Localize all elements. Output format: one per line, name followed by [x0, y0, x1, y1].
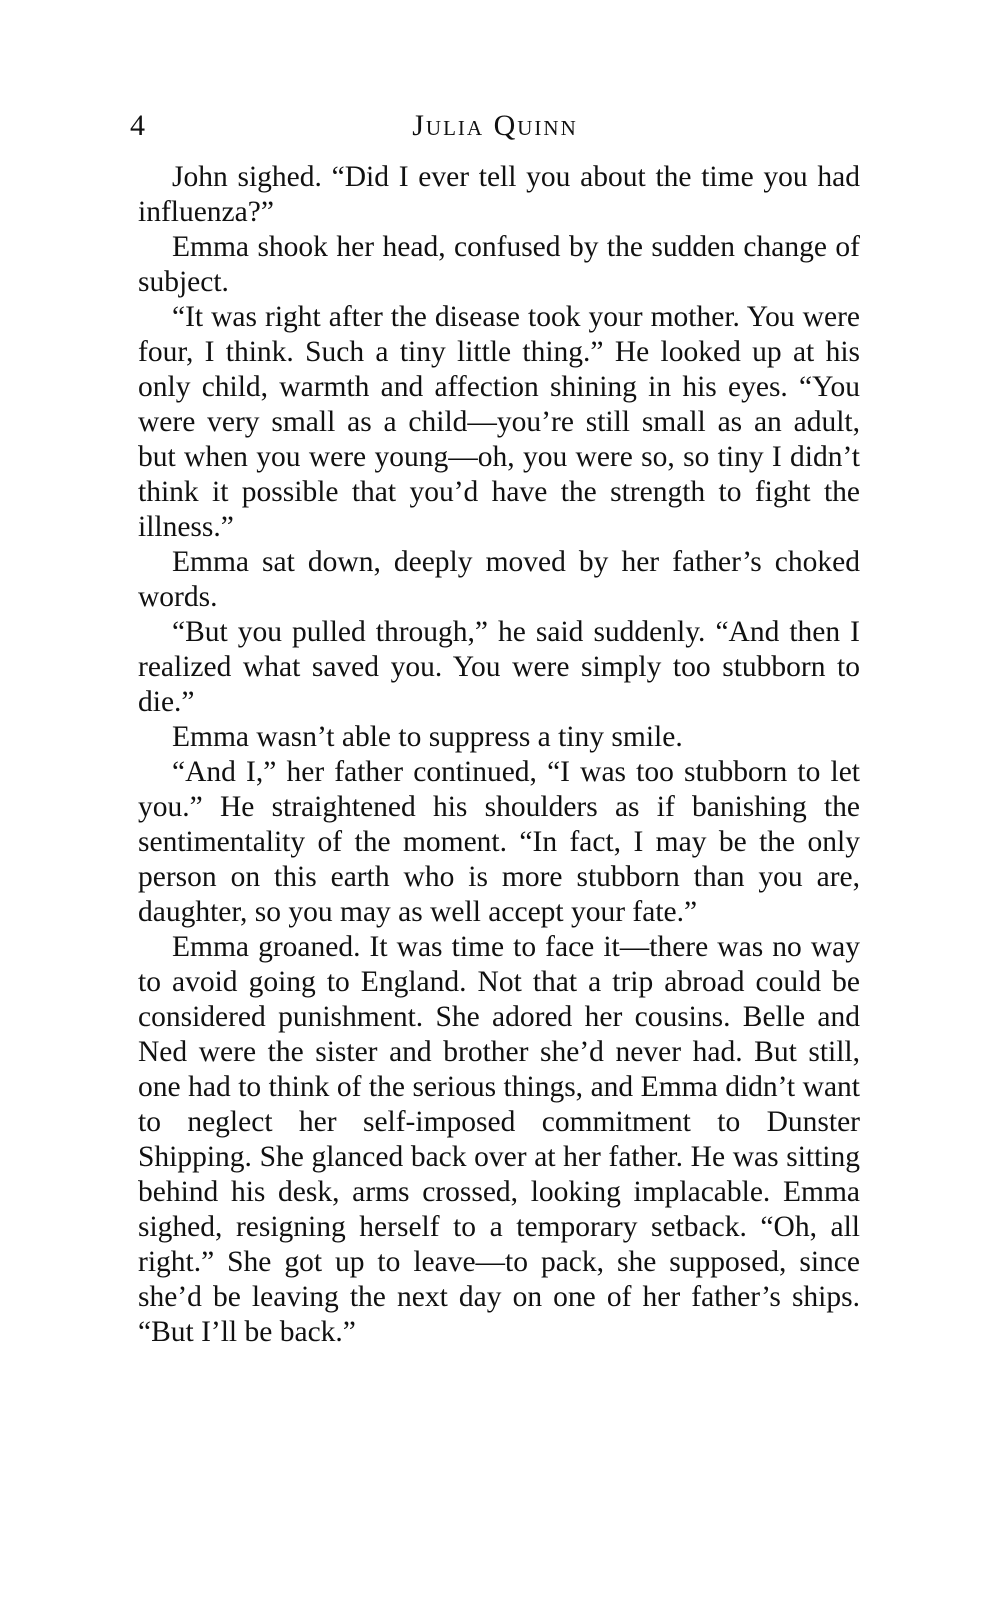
author-name-header: Julia Quinn — [412, 109, 578, 142]
paragraph-3: “It was right after the disease took your mother. You were four, I think. Such a tiny little thing.” He looked up at his only child, warmth and affection shining in his eyes. “You were very small as a child—you’re still small as an adult, but when you were young—oh, you were so, so tiny I didn’t think it possible that you’d have the strength to fight the illness.” — [138, 301, 860, 543]
paragraph-8: Emma groaned. It was time to face it—there was no way to avoid going to England. Not that a trip abroad could be considered punishment. She adored her cousins. Belle and Ned were the sister and brother she’d never had. But still, one had to think of the serious things, and Emma didn’t want to neglect her self-imposed commitment to Dunster Shipping. She glanced back over at her father. He was sitting behind his desk, arms crossed, looking implacable. Emma sighed, resigning herself to a temporary setback. “Oh, all right.” She got up to leave—to pack, she supposed, since she’d be leaving the next day on one of her father’s ships. “But I’ll be back.” — [138, 931, 860, 1348]
paragraph-7: “And I,” her father continued, “I was too stubborn to let you.” He straightened his shoulders as if banishing the sentimentality of the moment. “In fact, I may be the only person on this earth who is more stubborn than you are, daughter, so you may as well accept your fate.” — [138, 756, 860, 928]
page-number: 4 — [130, 109, 146, 142]
body-text — [138, 160, 860, 1350]
paragraph-1: John sighed. “Did I ever tell you about the time you had influenza?” — [138, 161, 860, 228]
paragraph-5: “But you pulled through,” he said suddenly. “And then I realized what saved you. You were simply too stubborn to die.” — [138, 616, 860, 718]
paragraph-6: Emma wasn’t able to suppress a tiny smile. — [172, 721, 683, 753]
running-header — [130, 104, 860, 148]
paragraph-4: Emma sat down, deeply moved by her father’s choked words. — [138, 546, 860, 613]
paragraph-2: Emma shook her head, confused by the sudden change of subject. — [138, 231, 860, 298]
